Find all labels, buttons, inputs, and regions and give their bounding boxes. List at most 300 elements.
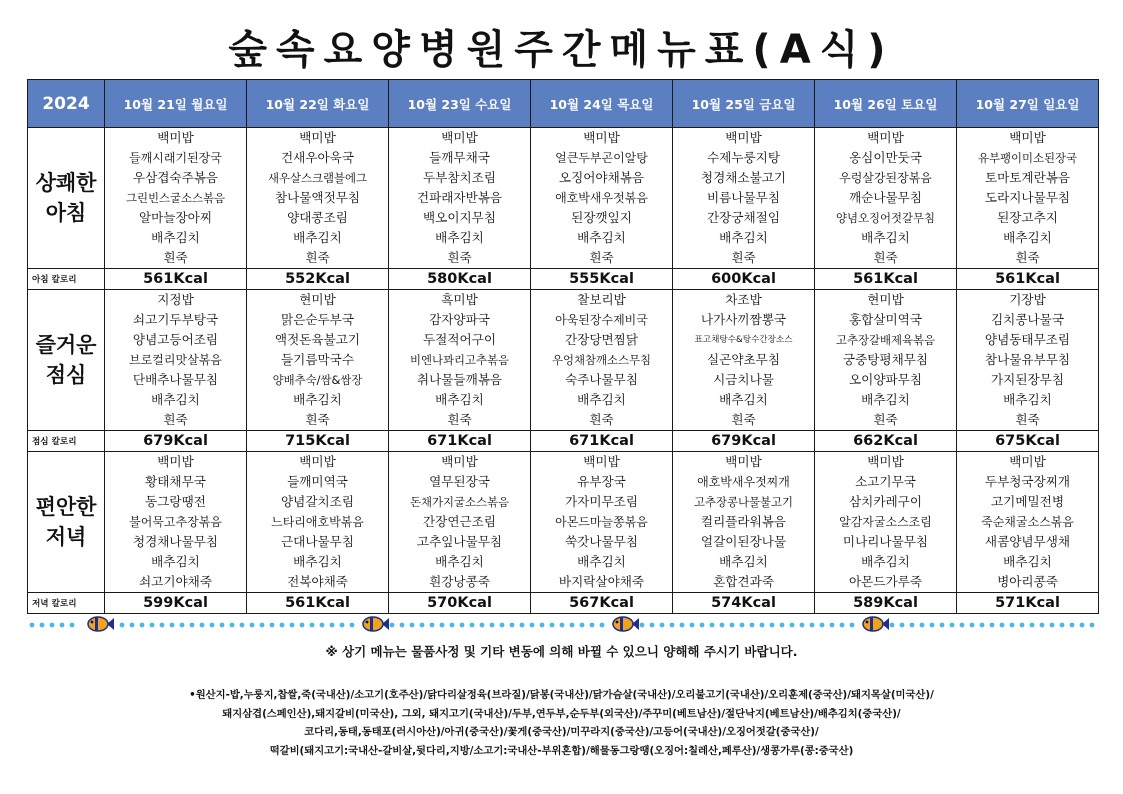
dish-item: 불어묵고추장볶음 (129, 515, 222, 529)
meal-label-breakfast: 상쾌한 아침 (28, 128, 105, 269)
bubble-dot (590, 623, 595, 628)
dish-item: 청경채소불고기 (700, 170, 787, 185)
dish-item: 양념동태무조림 (984, 332, 1071, 347)
dish-item: 숙주나물무침 (565, 372, 638, 387)
bubble-dot (910, 623, 915, 628)
bubble-dot (220, 623, 225, 628)
dish-item: 현미밥 (867, 292, 904, 307)
bubble-dot (810, 623, 815, 628)
dish-item: 들깨무채국 (429, 150, 490, 165)
calorie-value: 600Kcal (673, 269, 815, 290)
bubble-dot (740, 623, 745, 628)
dish-item: 쑥갓나물무침 (565, 534, 638, 549)
dish-item: 배추김치 (293, 230, 342, 245)
dish-item: 흰죽 (1015, 250, 1040, 265)
dish-item: 백미밥 (725, 130, 762, 145)
bubble-dot (500, 623, 505, 628)
dish-item: 백미밥 (867, 454, 904, 469)
dish-item: 배추김치 (435, 392, 484, 407)
bubble-dot (310, 623, 315, 628)
bubble-dot (1070, 623, 1075, 628)
dish-item: 배추김치 (577, 554, 626, 569)
bubble-dot (970, 623, 975, 628)
calorie-label: 저녁 칼로리 (28, 593, 105, 614)
calorie-value: 570Kcal (389, 593, 531, 614)
dish-item: 액젓돈육불고기 (274, 332, 361, 347)
fish-icon (613, 617, 639, 631)
dish-item: 들깨미역국 (287, 474, 348, 489)
menu-cell (531, 290, 673, 431)
dish-item: 병아리콩죽 (997, 574, 1058, 589)
dish-item: 열무된장국 (429, 474, 490, 489)
bubble-dot (770, 623, 775, 628)
bubble-dot (300, 623, 305, 628)
bubble-dot (530, 623, 535, 628)
bubble-dot (780, 623, 785, 628)
dish-item: 두부참치조림 (423, 170, 496, 185)
dish-item: 찰보리밥 (577, 292, 626, 307)
dish-item: 고기메밀전병 (991, 494, 1064, 509)
menu-cell (673, 290, 815, 431)
calorie-value: 599Kcal (105, 593, 247, 614)
dish-item: 청경채나물무침 (132, 534, 219, 549)
dish-item: 배추김치 (435, 230, 484, 245)
lunch-row (28, 290, 1099, 431)
bubble-dot (280, 623, 285, 628)
calorie-value: 679Kcal (105, 431, 247, 452)
day-header: 10월 21일 월요일 (105, 80, 247, 128)
bubble-dot (520, 623, 525, 628)
dish-item: 배추김치 (861, 230, 910, 245)
day-header: 10월 25일 금요일 (673, 80, 815, 128)
dish-item: 백미밥 (157, 130, 194, 145)
dish-item: 배추김치 (293, 392, 342, 407)
bubble-dot (670, 623, 675, 628)
calorie-value: 571Kcal (957, 593, 1099, 614)
calorie-value: 567Kcal (531, 593, 673, 614)
menu-cell (957, 452, 1099, 593)
bubble-dot (990, 623, 995, 628)
dish-item: 배추김치 (861, 554, 910, 569)
dish-item: 백미밥 (157, 454, 194, 469)
dish-item: 양념고등어조림 (132, 332, 219, 347)
bubble-dot (350, 623, 355, 628)
bubble-dot (1090, 623, 1095, 628)
bubble-dot (180, 623, 185, 628)
day-header: 10월 23일 수요일 (389, 80, 531, 128)
dish-item: 우엉채참깨소스무침 (551, 353, 652, 367)
calorie-label: 점심 칼로리 (28, 431, 105, 452)
dish-item: 백미밥 (583, 130, 620, 145)
dish-item: 홍합살미역국 (849, 312, 922, 327)
bubble-dot (920, 623, 925, 628)
calorie-label: 아침 칼로리 (28, 269, 105, 290)
bubble-dot (690, 623, 695, 628)
dish-item: 흰죽 (163, 412, 188, 427)
dish-item: 아몬드가루죽 (849, 574, 922, 589)
dish-item: 된장깻잎지 (571, 210, 632, 225)
dish-item: 감자양파국 (429, 312, 490, 327)
bubble-dot (290, 623, 295, 628)
dish-item: 알감자굴소스조림 (839, 515, 932, 529)
menu-cell (957, 128, 1099, 269)
menu-cell (673, 128, 815, 269)
dish-item: 오징어야채볶음 (558, 170, 645, 185)
bubble-dot (550, 623, 555, 628)
bubble-dot (330, 623, 335, 628)
dish-item: 기장밥 (1009, 292, 1046, 307)
dish-item: 배추김치 (719, 392, 768, 407)
bubble-dot (850, 623, 855, 628)
bubble-dot (60, 623, 65, 628)
dish-item: 배추김치 (719, 554, 768, 569)
dish-item: 흰죽 (1015, 412, 1040, 427)
fish-icon (863, 617, 889, 631)
dish-item: 김치콩나물국 (991, 312, 1064, 327)
dish-item: 돈채가지굴소스볶음 (409, 495, 510, 509)
dish-item: 간장당면찜닭 (565, 332, 638, 347)
bubble-dot (800, 623, 805, 628)
bubble-dot (820, 623, 825, 628)
bubble-dot (830, 623, 835, 628)
dish-item: 새우살스크램블에그 (267, 171, 368, 185)
dish-item: 유부팽이미소된장국 (977, 151, 1078, 165)
menu-cell (815, 452, 957, 593)
bubble-dot (490, 623, 495, 628)
bubble-dot (680, 623, 685, 628)
bubble-dot (730, 623, 735, 628)
bubble-dot (140, 623, 145, 628)
weekly-menu-table (27, 79, 1099, 614)
dish-item: 브로컬리맛살볶음 (129, 353, 222, 367)
calorie-row-breakfast (28, 269, 1099, 290)
calorie-value: 561Kcal (105, 269, 247, 290)
origin-info (30, 686, 1093, 760)
bubble-dot (460, 623, 465, 628)
dish-item: 황태채무국 (145, 474, 206, 489)
bubble-dot (1040, 623, 1045, 628)
dish-item: 가자미무조림 (565, 494, 638, 509)
bubble-dot (660, 623, 665, 628)
dish-item: 나가사끼짬뽕국 (700, 312, 787, 327)
dish-item: 고추장갈배제육볶음 (835, 333, 936, 347)
bubble-dot (560, 623, 565, 628)
menu-cell (389, 290, 531, 431)
bubble-dot (480, 623, 485, 628)
bubble-dot (410, 623, 415, 628)
dish-item: 시금치나물 (713, 372, 774, 387)
origin-line: 코다리,동태,동태포(러시아산)/아귀(중국산)/꽃게(중국산)/미꾸라지(중국산)/고등어(국내산)/오징어젓갈(중국산)/ (304, 726, 819, 738)
dish-item: 얼갈이된장나물 (700, 534, 787, 549)
bubble-dot (120, 623, 125, 628)
bubble-dot (510, 623, 515, 628)
dish-item: 새콤양념무생채 (984, 534, 1071, 549)
menu-cell (815, 290, 957, 431)
dish-item: 배추김치 (151, 230, 200, 245)
dish-item: 백미밥 (1009, 130, 1046, 145)
bubble-dot (950, 623, 955, 628)
dish-item: 맑은순두부국 (281, 312, 354, 327)
dish-item: 들깨시래기된장국 (129, 151, 222, 165)
dish-item: 토마토계란볶음 (984, 170, 1071, 185)
dish-item: 근대나물무침 (281, 534, 354, 549)
dish-item: 배추김치 (151, 392, 200, 407)
dish-item: 죽순채굴소스볶음 (981, 515, 1074, 529)
dish-item: 양념오징어젓갈무침 (835, 211, 936, 225)
dish-item: 흰죽 (447, 250, 472, 265)
bubble-dot (320, 623, 325, 628)
bubble-dot (980, 623, 985, 628)
bubble-dot (570, 623, 575, 628)
origin-line: 돼지삼겹(스페인산),돼지갈비(미국산), 그외, 돼지고기(국내산)/두부,연두부,순두부(외국산)/주꾸미(베트남산)/절단낙지(베트남산)/배추김치(중국산)/ (222, 707, 901, 720)
dish-item: 흰죽 (731, 412, 756, 427)
bubble-dot (270, 623, 275, 628)
dish-item: 건새우아욱국 (281, 150, 354, 165)
bubble-dot (700, 623, 705, 628)
dish-item: 깨순나물무침 (849, 190, 922, 205)
dish-item: 수제누룽지탕 (707, 150, 780, 165)
bubble-dot (900, 623, 905, 628)
dish-item: 혼합견과죽 (713, 574, 774, 589)
bubble-dot (710, 623, 715, 628)
fish-icon (88, 617, 114, 631)
dish-item: 백오이지무침 (423, 210, 496, 225)
dish-item: 간장궁채절임 (707, 210, 780, 225)
bubble-dot (720, 623, 725, 628)
dish-item: 백미밥 (583, 454, 620, 469)
dish-item: 미나리나물무침 (842, 534, 929, 549)
calorie-row-lunch (28, 431, 1099, 452)
dish-item: 된장고추지 (997, 210, 1058, 225)
bubble-dot (200, 623, 205, 628)
menu-cell (531, 452, 673, 593)
meal-label-lunch: 즐거운 점심 (28, 290, 105, 431)
dish-item: 삼치카레구이 (849, 494, 922, 509)
dish-item: 애호박새우젓찌개 (697, 475, 790, 489)
dish-item: 배추김치 (293, 554, 342, 569)
dish-item: 우삼겹숙주볶음 (132, 170, 219, 185)
dish-item: 배추김치 (861, 392, 910, 407)
dish-item: 비엔나꽈리고추볶음 (409, 353, 510, 367)
day-header: 10월 26일 토요일 (815, 80, 957, 128)
dinner-row (28, 452, 1099, 593)
dish-item: 양대콩조림 (287, 210, 348, 225)
dish-item: 표고채탕수&탕수간장소스 (694, 335, 793, 345)
bubble-dot (260, 623, 265, 628)
dish-item: 백미밥 (1009, 454, 1046, 469)
bubble-dot (170, 623, 175, 628)
year-cell: 2024 (28, 80, 105, 128)
bubble-dot (400, 623, 405, 628)
bubble-dot (1030, 623, 1035, 628)
dish-item: 알마늘장아찌 (139, 210, 212, 225)
bubble-dot (250, 623, 255, 628)
dish-item: 흰죽 (873, 412, 898, 427)
dish-item: 아욱된장수제비국 (555, 313, 648, 327)
day-header: 10월 24일 목요일 (531, 80, 673, 128)
calorie-value: 671Kcal (389, 431, 531, 452)
dish-item: 느타리애호박볶음 (271, 515, 364, 529)
dish-item: 두절적어구이 (423, 332, 496, 347)
page-title: 숲속요양병원주간메뉴표(A식) (228, 27, 895, 73)
dish-item: 우렁살강된장볶음 (839, 171, 932, 185)
calorie-value: 679Kcal (673, 431, 815, 452)
bubble-dot (650, 623, 655, 628)
dish-item: 궁중탕평채무침 (842, 352, 929, 367)
calorie-value: 675Kcal (957, 431, 1099, 452)
bubble-dot (1020, 623, 1025, 628)
dish-item: 흰죽 (589, 412, 614, 427)
dish-item: 흑미밥 (441, 292, 478, 307)
dish-item: 고추잎나물무침 (416, 534, 503, 549)
fish-icon (363, 617, 389, 631)
dish-item: 배추김치 (1003, 392, 1052, 407)
meal-label-dinner: 편안한 저녁 (28, 452, 105, 593)
notice-text: ※ 상기 메뉴는 물품사정 및 기타 변동에 의해 바뀔 수 있으니 양해해 주시기 바랍니다. (325, 644, 798, 659)
calorie-value: 555Kcal (531, 269, 673, 290)
dish-item: 배추김치 (1003, 230, 1052, 245)
dish-item: 들기름막국수 (281, 352, 354, 367)
calorie-value: 662Kcal (815, 431, 957, 452)
dish-item: 흰죽 (731, 250, 756, 265)
dish-item: 참나물액젓무침 (274, 190, 361, 205)
origin-line: 떡갈비(돼지고기:국내산-갈비살,뒷다리,지방/소고기:국내산-부위혼합)/해물동그랑땡(오징어:칠레산,페루산)/생콩가루(콩:중국산) (269, 744, 854, 757)
breakfast-row (28, 128, 1099, 269)
bubble-dot (940, 623, 945, 628)
bubble-dot (750, 623, 755, 628)
bubble-dot (930, 623, 935, 628)
bubble-dot (430, 623, 435, 628)
dish-item: 단배추나물무침 (132, 372, 219, 387)
dish-item: 쇠고기야채죽 (139, 574, 212, 589)
bubble-dot (470, 623, 475, 628)
bubble-dot (130, 623, 135, 628)
dish-item: 소고기무국 (855, 474, 916, 489)
menu-cell (389, 452, 531, 593)
menu-cell (247, 452, 389, 593)
dish-item: 배추김치 (577, 392, 626, 407)
menu-cell (105, 128, 247, 269)
bubble-dot (1080, 623, 1085, 628)
dish-item: 백미밥 (299, 454, 336, 469)
calorie-value: 561Kcal (957, 269, 1099, 290)
bubble-fish-decoration (28, 612, 1098, 636)
dish-item: 배추김치 (151, 554, 200, 569)
dish-item: 흰죽 (447, 412, 472, 427)
bubble-dot (890, 623, 895, 628)
bubble-dot (230, 623, 235, 628)
dish-item: 가지된장무침 (991, 372, 1064, 387)
dish-item: 건파래자반볶음 (416, 190, 503, 205)
dish-item: 배추김치 (435, 554, 484, 569)
dish-item: 컬리플라워볶음 (700, 514, 787, 529)
bubble-dot (440, 623, 445, 628)
dish-item: 실곤약초무침 (707, 352, 780, 367)
bubble-dot (540, 623, 545, 628)
origin-line: •원산지-밥,누룽지,찹쌀,죽(국내산)/소고기(호주산)/닭다리살정육(브라질)/닭봉(국내산)/닭가슴살(국내산)/오리불고기(국내산)/오리훈제(중국산)/돼지목살(미국산)/ (189, 689, 934, 701)
bubble-dot (840, 623, 845, 628)
dish-item: 흰죽 (873, 250, 898, 265)
bubble-dot (600, 623, 605, 628)
dish-item: 간장연근조림 (423, 514, 496, 529)
bubble-dot (160, 623, 165, 628)
dish-item: 흰죽 (305, 412, 330, 427)
menu-cell (389, 128, 531, 269)
bubble-dot (70, 623, 75, 628)
bubble-dot (420, 623, 425, 628)
calorie-value: 574Kcal (673, 593, 815, 614)
bubble-dot (1060, 623, 1065, 628)
bubble-dot (1000, 623, 1005, 628)
bubble-dot (50, 623, 55, 628)
bubble-dot (190, 623, 195, 628)
dish-item: 동그랑땡전 (145, 494, 206, 509)
dish-item: 고추장콩나물불고기 (693, 495, 794, 509)
dish-item: 백미밥 (725, 454, 762, 469)
menu-cell (673, 452, 815, 593)
menu-cell (105, 452, 247, 593)
dish-item: 비름나물무침 (707, 190, 780, 205)
dish-item: 양념갈치조림 (281, 494, 354, 509)
calorie-value: 561Kcal (247, 593, 389, 614)
bubble-dot (760, 623, 765, 628)
dish-item: 얼큰두부곤이알탕 (555, 151, 648, 165)
dish-item: 흰죽 (305, 250, 330, 265)
dish-item: 전복야채죽 (287, 574, 348, 589)
dish-item: 배추김치 (719, 230, 768, 245)
bubble-dot (1050, 623, 1055, 628)
dish-item: 쇠고기두부탕국 (132, 312, 219, 327)
dish-item: 흰죽 (589, 250, 614, 265)
menu-cell (105, 290, 247, 431)
bubble-dot (580, 623, 585, 628)
dish-item: 옹심이만둣국 (849, 150, 922, 165)
header-row (28, 80, 1099, 128)
dish-item: 그린빈스굴소스볶음 (125, 191, 226, 205)
dish-item: 백미밥 (441, 130, 478, 145)
dish-item: 도라지나물무침 (984, 190, 1071, 205)
dish-item: 취나물들깨볶음 (416, 372, 503, 387)
dish-item: 현미밥 (299, 292, 336, 307)
bubble-dot (960, 623, 965, 628)
bubble-dot (340, 623, 345, 628)
calorie-value: 580Kcal (389, 269, 531, 290)
dish-item: 배추김치 (577, 230, 626, 245)
calorie-row-dinner (28, 593, 1099, 614)
dish-item: 흰강낭콩죽 (429, 574, 490, 589)
day-header: 10월 22일 화요일 (247, 80, 389, 128)
dish-item: 지정밥 (157, 292, 194, 307)
dish-item: 백미밥 (867, 130, 904, 145)
day-header: 10월 27일 일요일 (957, 80, 1099, 128)
menu-cell (815, 128, 957, 269)
bubble-dot (790, 623, 795, 628)
dish-item: 배추김치 (1003, 554, 1052, 569)
dish-item: 바지락살야채죽 (558, 574, 645, 589)
calorie-value: 715Kcal (247, 431, 389, 452)
dish-item: 두부청국장찌개 (984, 474, 1071, 489)
menu-cell (957, 290, 1099, 431)
calorie-value: 589Kcal (815, 593, 957, 614)
bubble-dot (1010, 623, 1015, 628)
menu-cell (247, 290, 389, 431)
dish-item: 애호박새우젓볶음 (555, 191, 648, 205)
bubble-dot (40, 623, 45, 628)
bubble-dot (390, 623, 395, 628)
dish-item: 오이양파무침 (849, 372, 922, 387)
calorie-value: 671Kcal (531, 431, 673, 452)
dish-item: 백미밥 (299, 130, 336, 145)
